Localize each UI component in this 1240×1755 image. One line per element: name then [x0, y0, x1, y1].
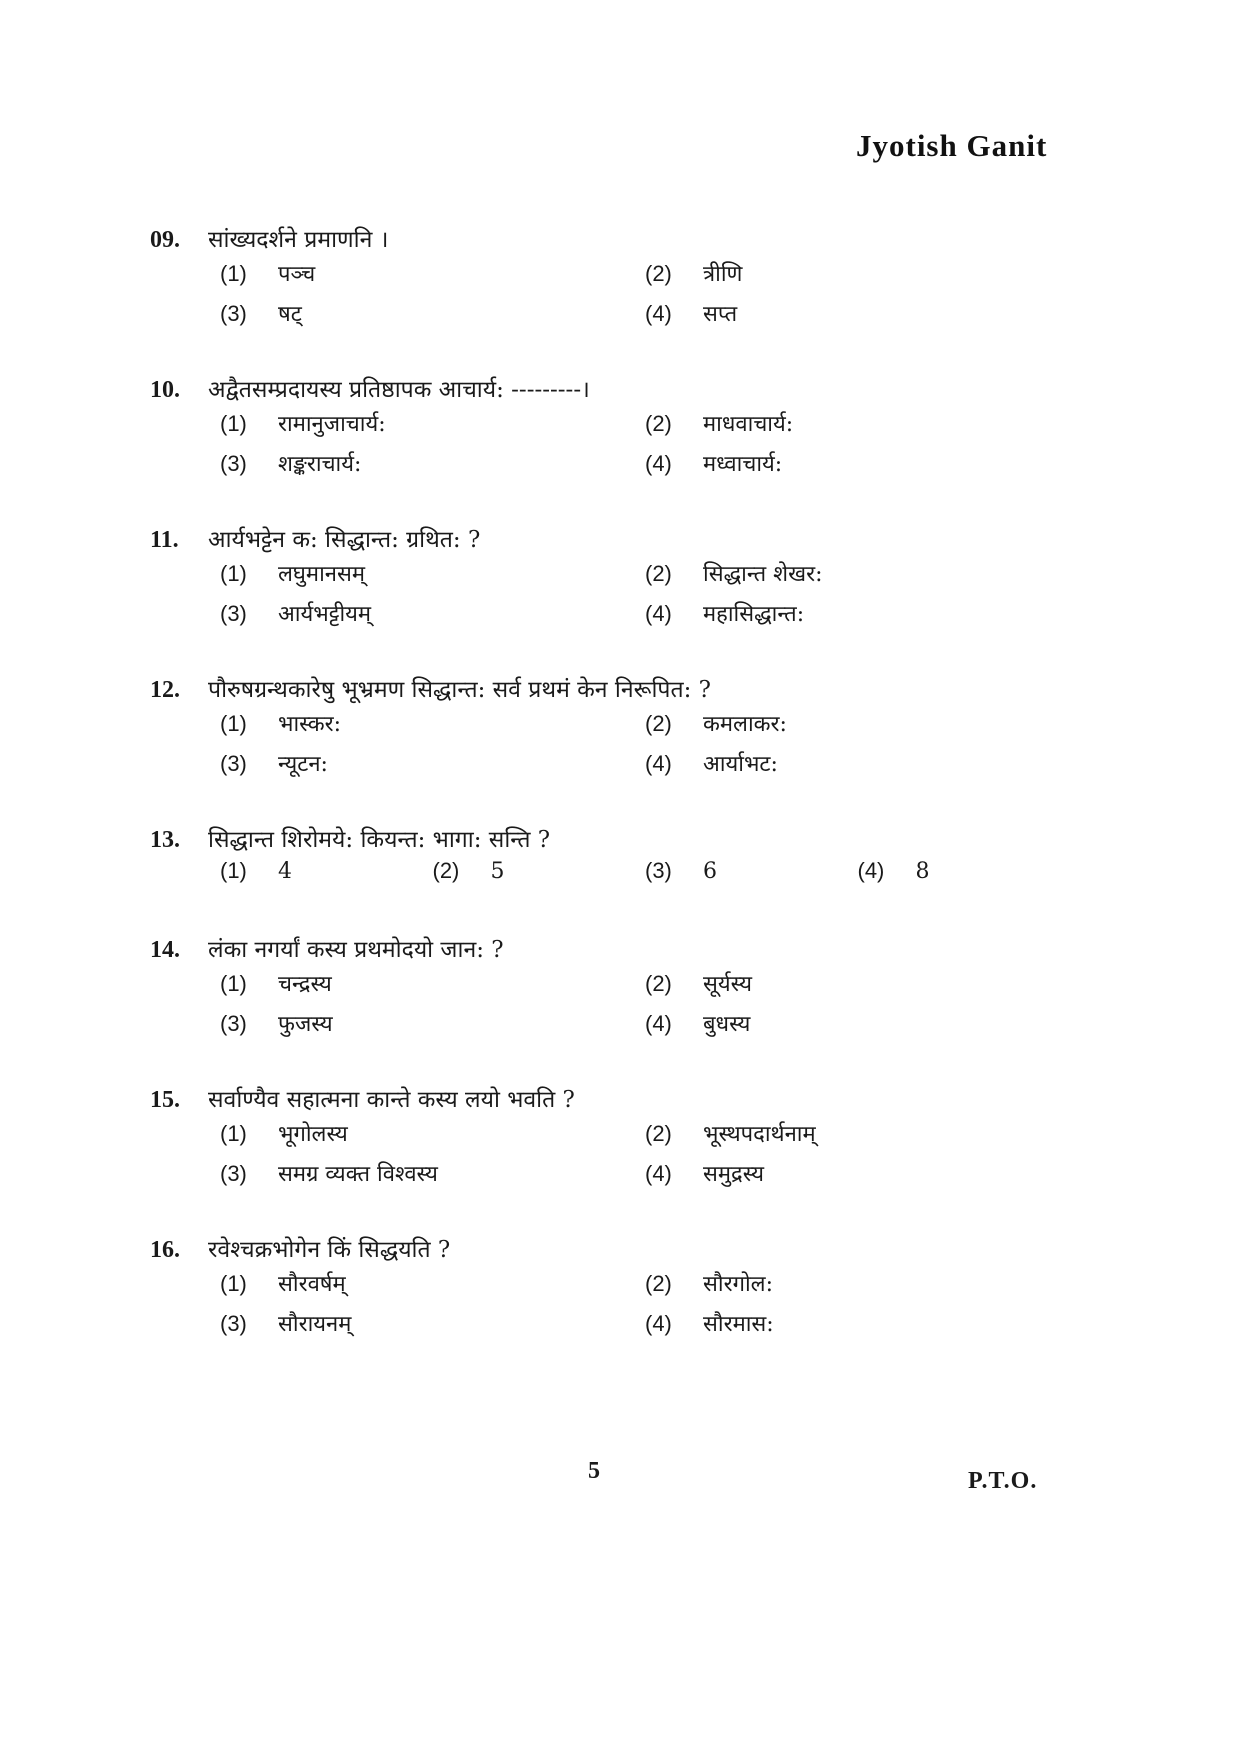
option-item — [645, 858, 858, 884]
option-text: सिद्धान्त शेखर: — [703, 562, 823, 587]
option-item — [220, 1158, 645, 1188]
option-text: 5 — [490, 859, 505, 884]
option-text: सूर्यस्य — [703, 972, 752, 997]
option-item — [645, 448, 1070, 478]
option-item — [220, 1008, 645, 1038]
option-number: (4) — [645, 451, 672, 476]
option-text: सप्त — [703, 302, 738, 327]
please-turn-over-label: P.T.O. — [968, 1468, 1038, 1494]
option-number: (2) — [645, 1271, 672, 1296]
question-item — [150, 522, 1070, 638]
option-item — [645, 708, 1070, 738]
option-text: 8 — [915, 859, 930, 884]
option-text: भूगोलस्य — [278, 1122, 348, 1147]
option-number: (3) — [220, 751, 247, 776]
option-text: आर्याभट: — [703, 752, 778, 777]
option-item — [220, 968, 645, 998]
option-text: माधवाचार्य: — [703, 412, 794, 437]
option-text: आर्यभट्टीयम् — [278, 602, 372, 627]
question-text: सर्वाण्यैव सहात्मना कान्ते कस्य लयो भवति ? — [208, 1087, 575, 1113]
option-text: सौरवर्षम् — [278, 1272, 346, 1297]
option-text: त्रीणि — [703, 262, 743, 287]
option-number: (1) — [220, 971, 247, 996]
option-text: भूस्थपदार्थनाम् — [703, 1122, 816, 1147]
option-item — [645, 408, 1070, 438]
option-text: बुधस्य — [703, 1012, 751, 1037]
option-item — [645, 1008, 1070, 1038]
option-number: (4) — [645, 1311, 672, 1336]
option-number: (1) — [220, 711, 247, 736]
option-text: 4 — [278, 859, 292, 884]
question-number: 12. — [150, 677, 180, 703]
question-number: 09. — [150, 227, 180, 253]
option-number: (1) — [220, 411, 247, 436]
option-text: मध्वाचार्य: — [703, 452, 783, 477]
option-item — [858, 858, 1071, 884]
option-item — [220, 258, 645, 288]
question-list — [150, 222, 1070, 1382]
question-number: 14. — [150, 937, 180, 963]
option-item — [645, 298, 1070, 328]
option-item — [220, 298, 645, 328]
option-item — [220, 598, 645, 628]
option-number: (1) — [220, 261, 247, 286]
option-item — [220, 858, 433, 884]
option-item — [645, 1268, 1070, 1298]
option-item — [645, 968, 1070, 998]
option-number: (4) — [645, 301, 672, 326]
option-number: (3) — [220, 301, 247, 326]
question-text: सांख्यदर्शने प्रमाणनि । — [208, 227, 389, 253]
option-number: (3) — [645, 858, 672, 883]
option-number: (3) — [220, 601, 247, 626]
option-text: रामानुजाचार्य: — [278, 412, 386, 437]
option-text: महासिद्धान्त: — [703, 602, 805, 627]
question-text: सिद्धान्त शिरोमये: कियन्त: भागा: सन्ति ? — [208, 827, 551, 853]
option-text: 6 — [703, 859, 717, 884]
option-item — [220, 708, 645, 738]
question-item — [150, 1232, 1070, 1348]
question-text: आर्यभट्टेन क: सिद्धान्त: ग्रथित: ? — [208, 527, 481, 553]
option-text: न्यूटन: — [278, 752, 328, 777]
option-item — [220, 448, 645, 478]
option-number: (4) — [857, 858, 885, 883]
question-number: 10. — [150, 377, 180, 403]
option-item — [220, 408, 645, 438]
option-item — [645, 1158, 1070, 1188]
question-number: 13. — [150, 827, 180, 853]
question-text: अद्वैतसम्प्रदायस्य प्रतिष्ठापक आचार्य: ---------। — [208, 377, 590, 403]
option-number: (2) — [645, 561, 672, 586]
option-text: सौरमास: — [703, 1312, 774, 1337]
page-header-title: Jyotish Ganit — [856, 128, 1048, 163]
question-text: रवेश्चक्रभोगेन किं सिद्धयति ? — [208, 1237, 451, 1263]
question-item — [150, 822, 1070, 898]
option-text: समुद्रस्य — [703, 1162, 765, 1187]
question-number: 16. — [150, 1237, 180, 1263]
option-number: (4) — [645, 1161, 672, 1186]
option-text: चन्द्रस्य — [278, 972, 332, 997]
option-number: (1) — [220, 858, 247, 883]
question-text: पौरुषग्रन्थकारेषु भूभ्रमण सिद्धान्त: सर्व प्रथमं केन निरूपित: ? — [208, 677, 711, 703]
option-item — [433, 858, 646, 884]
option-text: षट् — [278, 302, 302, 327]
question-item — [150, 1082, 1070, 1198]
question-item — [150, 672, 1070, 788]
question-item — [150, 932, 1070, 1048]
option-item — [220, 558, 645, 588]
question-number: 11. — [150, 527, 179, 553]
option-text: भास्कर: — [278, 712, 342, 737]
option-text: लघुमानसम् — [278, 562, 366, 587]
option-item — [645, 748, 1070, 778]
option-number: (3) — [220, 1011, 247, 1036]
option-number: (2) — [645, 971, 672, 996]
option-text: पञ्च — [278, 262, 316, 287]
question-text: लंका नगर्यां कस्य प्रथमोदयो जान: ? — [208, 937, 504, 963]
option-item — [220, 1118, 645, 1148]
option-item — [645, 258, 1070, 288]
option-number: (3) — [220, 1311, 247, 1336]
option-number: (2) — [645, 261, 672, 286]
option-text: शङ्कराचार्य: — [278, 452, 362, 477]
option-number: (4) — [645, 751, 672, 776]
option-text: समग्र व्यक्त विश्वस्य — [278, 1162, 438, 1187]
option-item — [645, 1118, 1070, 1148]
option-number: (2) — [432, 858, 460, 883]
question-item — [150, 222, 1070, 338]
option-item — [220, 748, 645, 778]
option-number: (2) — [645, 411, 672, 436]
option-item — [645, 1308, 1070, 1338]
question-number: 15. — [150, 1087, 180, 1113]
option-number: (1) — [220, 561, 247, 586]
option-number: (4) — [645, 1011, 672, 1036]
question-item — [150, 372, 1070, 488]
option-text: कमलाकर: — [703, 712, 787, 737]
option-item — [645, 558, 1070, 588]
option-text: सौरायनम् — [278, 1312, 352, 1337]
option-number: (1) — [220, 1121, 247, 1146]
option-number: (3) — [220, 1161, 247, 1186]
option-item — [220, 1308, 645, 1338]
option-text: सौरगोल: — [703, 1272, 773, 1297]
option-item — [220, 1268, 645, 1298]
option-number: (2) — [645, 1121, 672, 1146]
option-number: (1) — [220, 1271, 247, 1296]
page-number: 5 — [588, 1458, 600, 1484]
option-number: (3) — [220, 451, 247, 476]
option-number: (4) — [645, 601, 672, 626]
option-number: (2) — [645, 711, 672, 736]
option-text: फुजस्य — [278, 1012, 333, 1037]
option-item — [645, 598, 1070, 628]
